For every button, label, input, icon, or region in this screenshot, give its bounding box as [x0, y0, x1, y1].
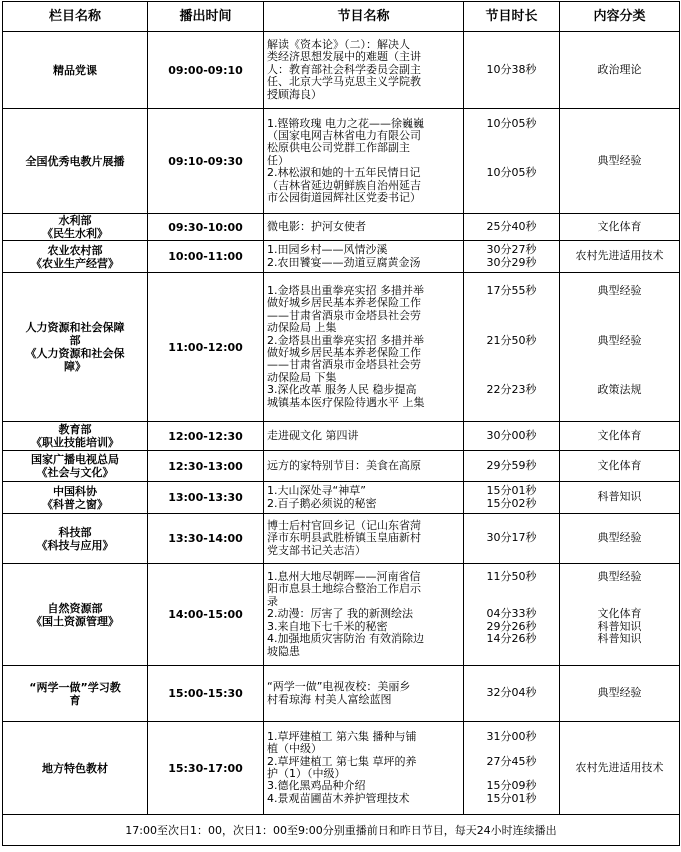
program-name-cell-line: 1.大山深处寻“神草” — [267, 484, 366, 498]
program-name-cell — [264, 214, 464, 241]
air-time-cell: 13:00-13:30 — [148, 482, 264, 514]
duration-cell — [464, 422, 560, 451]
program-name-cell — [264, 273, 464, 422]
air-time-cell: 11:00-12:00 — [148, 273, 264, 422]
column-name-cell-line: 《农业生产经营》 — [31, 256, 119, 270]
duration-cell-line: 30分17秒 — [486, 531, 537, 545]
program-name-cell-line: 1.铿锵玫瑰 电力之花——徐巍巍 — [267, 116, 424, 130]
program-name-cell-line: 市公园街道园辉社区党委书记） — [267, 191, 421, 205]
air-time-cell: 12:30-13:00 — [148, 451, 264, 482]
program-name-cell-line: 任、北京大学马克思主义学院教 — [267, 75, 421, 89]
duration-cell-line: 31分00秒 — [486, 729, 537, 743]
table-row — [3, 241, 680, 273]
table-row — [3, 666, 680, 722]
category-cell-line: 政策法规 — [597, 383, 642, 397]
duration-cell-line: 15分01秒 — [486, 791, 537, 805]
program-name-cell-line: 博士后村官回乡记（记山东省菏 — [267, 518, 421, 532]
duration-cell-line — [467, 322, 556, 334]
program-name-cell — [264, 241, 464, 273]
column-name-cell — [3, 722, 148, 815]
category-cell-line: 农村先进适用技术 — [575, 249, 664, 263]
program-name-cell-line: 走进砚文化 第四讲 — [267, 428, 359, 442]
air-time-cell: 15:00-15:30 — [148, 666, 264, 722]
column-name-cell-line: 教育部 — [58, 423, 92, 436]
program-name-cell-line: 1.田园乡村——风情沙溪 — [267, 243, 388, 257]
table-row — [3, 722, 680, 815]
category-cell-line — [563, 397, 676, 409]
program-name-cell-line: 坡隐患 — [267, 644, 300, 658]
program-name-cell-line: 任） — [267, 153, 289, 167]
duration-cell — [464, 241, 560, 273]
program-name-cell-line: 植（中级） — [267, 742, 322, 756]
category-cell-line: 科普知识 — [597, 619, 642, 633]
air-time-cell: 12:00-12:30 — [148, 422, 264, 451]
air-time-cell: 15:30-17:00 — [148, 722, 264, 815]
column-name-cell — [3, 666, 148, 722]
table-row — [3, 451, 680, 482]
program-name-cell-line: 4.景观苗圃苗木养护管理技术 — [267, 791, 410, 805]
category-cell-line: 典型经验 — [597, 333, 642, 347]
duration-cell — [464, 273, 560, 422]
category-cell-line — [563, 297, 676, 309]
category-cell — [560, 241, 680, 273]
program-name-cell — [264, 32, 464, 109]
category-cell-line: 科普知识 — [597, 490, 642, 504]
column-name-cell-line: 育 — [69, 693, 81, 707]
duration-cell-line: 29分26秒 — [486, 619, 537, 633]
column-name-cell-line: 《科普之窗》 — [42, 497, 108, 511]
duration-cell-line — [467, 646, 556, 658]
program-name-cell-line: 做好城乡居民基本养老保险工作 — [267, 346, 421, 359]
duration-cell — [464, 214, 560, 241]
program-name-cell-line: ——甘肃省酒泉市金塔县社会劳 — [267, 358, 421, 372]
program-name-cell-line: 3.深化改革 服务人民 稳步提高 — [267, 383, 417, 397]
column-name-cell-line: 《国土资源管理》 — [31, 614, 119, 628]
air-time-cell: 10:00-11:00 — [148, 241, 264, 273]
duration-cell-line: 29分59秒 — [486, 458, 537, 472]
category-cell — [560, 564, 680, 666]
column-name-cell-line: 地方特色教材 — [42, 761, 108, 775]
program-name-cell — [264, 666, 464, 722]
program-name-cell-line: 3.德化黑鸡品种介绍 — [267, 779, 366, 793]
column-name-cell-line: 精品党课 — [53, 63, 97, 77]
footer-note: 17:00至次日1：00，次日1：00至9:00分别重播前日和昨日节目，每天24小时连续播出 — [3, 815, 680, 846]
program-name-cell-line: 动保险局 下集 — [267, 370, 337, 384]
program-name-cell-line: 村看琼海 村美人富绘蓝图 — [267, 692, 392, 706]
duration-cell-line: 15分01秒 — [486, 484, 537, 498]
column-name-cell-line: 《社会与文化》 — [36, 466, 114, 479]
header-air-time: 播出时间 — [148, 2, 264, 32]
column-name-cell-line: 《科技与应用》 — [36, 538, 114, 552]
category-cell — [560, 514, 680, 564]
duration-cell-line: 15分09秒 — [486, 779, 537, 793]
program-name-cell-line: 2.动漫：厉害了 我的新测绘法 — [267, 607, 413, 621]
duration-cell — [464, 451, 560, 482]
air-time-cell: 14:00-15:00 — [148, 564, 264, 666]
program-name-cell-line: 3.来自地下七千米的秘密 — [267, 619, 388, 633]
program-name-cell-line: ——甘肃省酒泉市金塔县社会劳 — [267, 308, 421, 322]
duration-cell-line: 30分29秒 — [486, 255, 537, 269]
program-name-cell-line: 护（1）（中级） — [267, 767, 346, 780]
air-time-cell: 13:30-14:00 — [148, 514, 264, 564]
program-name-cell — [264, 451, 464, 482]
duration-cell-line: 10分38秒 — [486, 62, 537, 76]
program-name-cell-line: 阳市息县土地综合整治工作启示 — [267, 582, 421, 596]
category-cell — [560, 32, 680, 109]
column-name-cell-line: “两学一做”学习教 — [29, 680, 121, 694]
header-program-name: 节目名称 — [264, 2, 464, 32]
table-row — [3, 109, 680, 214]
program-name-cell-line: 2.农田饕宴——劲道豆腐黄金汤 — [267, 255, 421, 269]
program-name-cell — [264, 722, 464, 815]
program-name-cell-line: 远方的家特别节目：美食在高原 — [267, 458, 421, 472]
duration-cell — [464, 514, 560, 564]
program-name-cell-line: 录 — [267, 594, 278, 608]
program-name-cell-line: 4.加强地质灾害防治 有效消除边 — [267, 632, 424, 646]
duration-cell-line: 04分33秒 — [486, 607, 537, 621]
duration-cell-line: 27分45秒 — [486, 754, 537, 768]
column-name-cell — [3, 32, 148, 109]
program-name-cell-line: “两学一做”电视夜校：美丽乡 — [267, 680, 411, 694]
duration-cell — [464, 482, 560, 514]
column-name-cell-line: 人力资源和社会保障 — [25, 321, 125, 334]
category-cell-line: 典型经验 — [597, 153, 642, 167]
header-duration: 节目时长 — [464, 2, 560, 32]
column-name-cell — [3, 422, 148, 451]
header-row — [3, 2, 680, 32]
table-row — [3, 564, 680, 666]
duration-cell — [464, 32, 560, 109]
duration-cell-line: 14分26秒 — [486, 632, 537, 646]
duration-cell-line: 11分50秒 — [486, 570, 537, 584]
category-cell-line: 典型经验 — [597, 283, 642, 297]
table-row — [3, 273, 680, 422]
column-name-cell-line: 部 — [69, 334, 81, 347]
duration-cell-line: 21分50秒 — [486, 333, 537, 347]
category-cell — [560, 482, 680, 514]
duration-cell-line — [467, 142, 556, 154]
table-row — [3, 422, 680, 451]
column-name-cell — [3, 273, 148, 422]
header-category: 内容分类 — [560, 2, 680, 32]
program-name-cell-line: 微电影：护河女使者 — [267, 219, 366, 233]
air-time-cell: 09:30-10:00 — [148, 214, 264, 241]
duration-cell-line: 17分55秒 — [486, 283, 537, 297]
column-name-cell — [3, 482, 148, 514]
category-cell-line: 农村先进适用技术 — [575, 760, 664, 774]
category-cell-line — [563, 359, 676, 371]
program-name-cell — [264, 109, 464, 214]
column-name-cell — [3, 451, 148, 482]
program-name-cell-line: 人：教育部社会科学委员会副主 — [267, 62, 421, 76]
duration-cell-line: 10分05秒 — [486, 116, 537, 130]
category-cell — [560, 422, 680, 451]
category-cell-line — [563, 646, 676, 658]
air-time-cell: 09:00-09:10 — [148, 32, 264, 109]
column-name-cell-line: 《人力资源和社会保 — [25, 347, 125, 360]
program-name-cell-line: 城镇基本医疗保险待遇水平 上集 — [267, 395, 425, 409]
column-name-cell — [3, 109, 148, 214]
category-cell-line: 科普知识 — [597, 632, 642, 646]
program-name-cell — [264, 482, 464, 514]
column-name-cell-line: 水利部 — [58, 214, 92, 227]
duration-cell-line: 30分00秒 — [486, 428, 537, 442]
duration-cell — [464, 666, 560, 722]
category-cell-line: 典型经验 — [597, 531, 642, 545]
program-name-cell — [264, 422, 464, 451]
program-name-cell-line: 2.百子鹅必须说的秘密 — [267, 496, 377, 510]
duration-cell-line: 25分40秒 — [486, 219, 537, 233]
duration-cell — [464, 109, 560, 214]
category-cell — [560, 722, 680, 815]
table-row — [3, 32, 680, 109]
duration-cell-line: 15分02秒 — [486, 496, 537, 510]
category-cell-line: 文化体育 — [597, 458, 642, 472]
duration-cell-line: 10分05秒 — [486, 166, 537, 180]
column-name-cell — [3, 564, 148, 666]
column-name-cell-line: 科技部 — [58, 525, 92, 539]
column-name-cell-line: 中国科协 — [53, 484, 97, 498]
column-name-cell-line: 《民生水利》 — [42, 227, 108, 240]
category-cell — [560, 666, 680, 722]
program-name-cell-line: 1.金塔县出重拳亮实招 多措并举 — [267, 283, 424, 297]
table-row — [3, 214, 680, 241]
header-column-name: 栏目名称 — [3, 2, 148, 32]
column-name-cell — [3, 241, 148, 273]
category-cell-line: 典型经验 — [597, 686, 642, 700]
column-name-cell — [3, 514, 148, 564]
duration-cell — [464, 722, 560, 815]
column-name-cell-line: 障》 — [64, 360, 86, 373]
duration-cell-line: 30分27秒 — [486, 243, 537, 257]
schedule-table — [2, 1, 680, 846]
category-cell — [560, 214, 680, 241]
program-name-cell-line: （吉林省延边朝鲜族自治州延吉 — [267, 178, 421, 192]
category-cell — [560, 451, 680, 482]
program-name-cell-line: 2.草坪建植工 第七集 草坪的养 — [267, 754, 417, 768]
program-name-cell-line: 2.林松淑和她的十五年民情日记 — [267, 166, 421, 180]
air-time-cell: 09:10-09:30 — [148, 109, 264, 214]
category-cell-line: 文化体育 — [597, 219, 642, 233]
column-name-cell-line: 自然资源部 — [47, 601, 103, 615]
program-name-cell — [264, 564, 464, 666]
program-name-cell-line: 做好城乡居民基本养老保险工作 — [267, 296, 421, 310]
column-name-cell-line: 全国优秀电教片展播 — [25, 154, 125, 168]
program-name-cell-line: 类经济思想发展中的难题（主讲 — [267, 50, 421, 64]
footer-row — [3, 815, 680, 846]
category-cell-line: 文化体育 — [597, 607, 642, 621]
duration-cell-line: 32分04秒 — [486, 686, 537, 700]
category-cell — [560, 273, 680, 422]
program-name-cell-line: 授顾海良） — [267, 87, 322, 101]
program-name-cell-line: 1.息州大地尽朝晖——河南省信 — [267, 570, 421, 584]
duration-cell-line — [467, 297, 556, 309]
category-cell — [560, 109, 680, 214]
column-name-cell-line: 《职业技能培训》 — [31, 436, 119, 449]
category-cell-line: 文化体育 — [597, 428, 642, 442]
program-name-cell-line: 解读《资本论》（二）：解决人 — [267, 37, 410, 51]
column-name-cell-line: 农业农村部 — [47, 243, 103, 257]
table-row — [3, 514, 680, 564]
category-cell-line: 典型经验 — [597, 570, 642, 584]
program-name-cell-line: 1.草坪建植工 第六集 播种与铺 — [267, 729, 417, 743]
program-name-cell-line: （国家电网吉林省电力有限公司 — [267, 128, 421, 142]
duration-cell-line — [467, 359, 556, 371]
program-name-cell-line: 2.金塔县出重拳亮实招 多措并举 — [267, 333, 424, 347]
duration-cell-line — [467, 397, 556, 409]
program-name-cell-line: 泽市东明县武胜桥镇玉皇庙新村 — [267, 531, 421, 545]
column-name-cell-line: 国家广播电视总局 — [31, 453, 119, 466]
category-cell-line — [563, 322, 676, 334]
program-name-cell-line: 动保险局 上集 — [267, 321, 337, 335]
duration-cell — [464, 564, 560, 666]
program-name-cell-line: 党支部书记关志洁） — [267, 543, 366, 557]
duration-cell-line: 22分23秒 — [486, 383, 537, 397]
duration-cell-line — [467, 192, 556, 204]
program-name-cell-line: 松原供电公司党群工作部副主 — [267, 141, 410, 155]
category-cell-line: 政治理论 — [597, 62, 642, 76]
duration-cell-line — [467, 743, 556, 755]
table-row — [3, 482, 680, 514]
program-name-cell — [264, 514, 464, 564]
column-name-cell — [3, 214, 148, 241]
